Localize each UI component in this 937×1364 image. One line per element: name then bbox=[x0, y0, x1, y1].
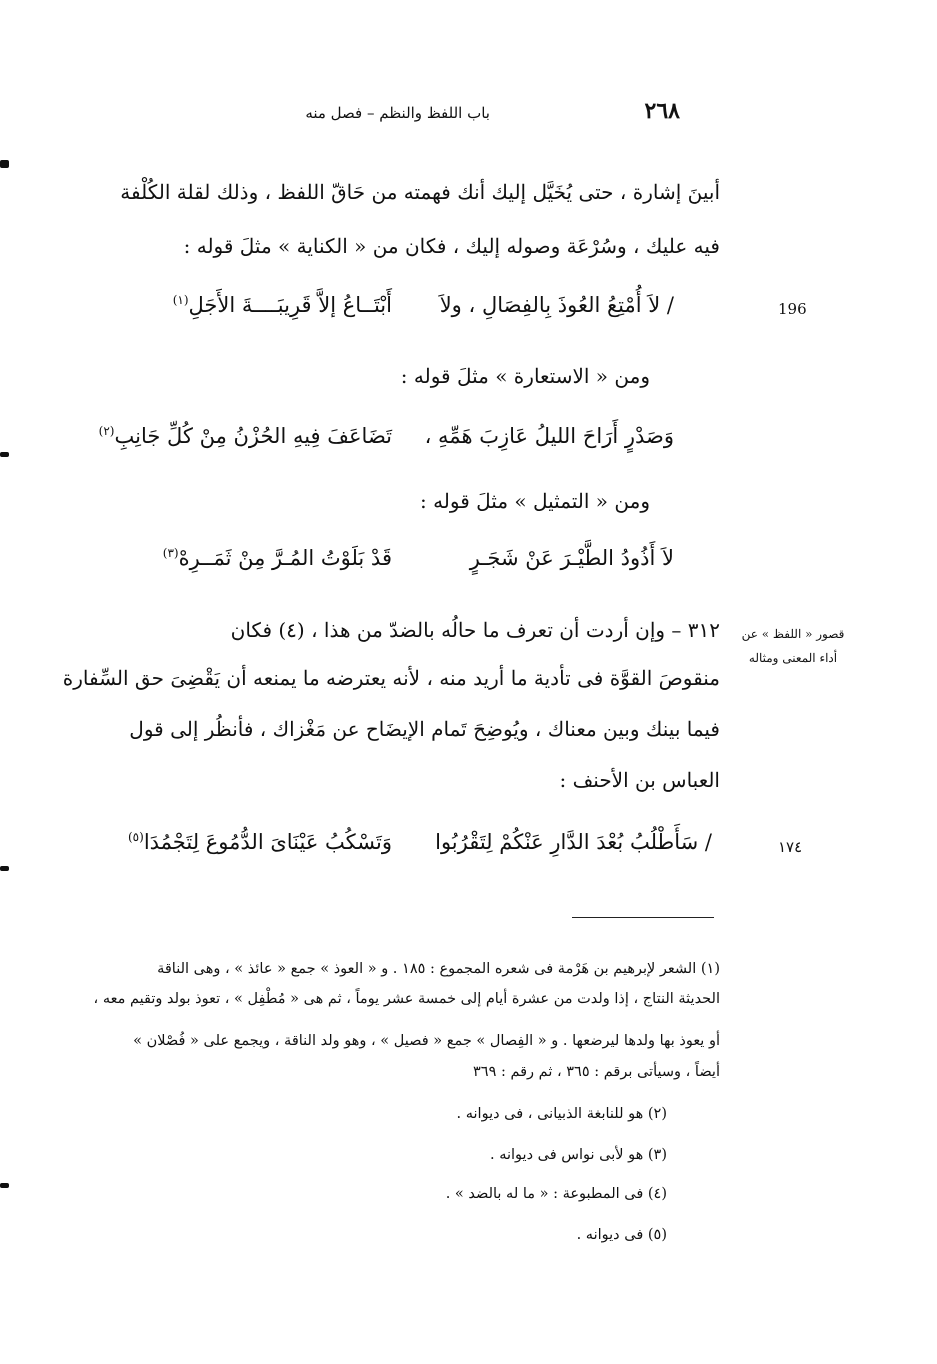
margin-verse-number: 196 bbox=[778, 300, 807, 318]
verse-4-second-hemistich-text: وَتَسْكُبُ عَيْنَاىَ الدُّمُوعَ لِتَجْمُدَا bbox=[143, 830, 392, 854]
verse-2-first-hemistich: وَصَدْرٍ أَرَاحَ الليلُ عَازِبَ هَمِّهِ ، bbox=[424, 424, 674, 448]
running-header-title: باب اللفظ والنظم – فصل منه bbox=[305, 104, 490, 122]
verse-4-first-hemistich: / سَأَطْلُبُ بُعْدَ الدَّارِ عَنْكُمْ لِتَقْرُبُوا bbox=[435, 830, 712, 854]
footnote-1-line-2: الحديثة النتاج ، إذا ولدت من عشرة أيام إلى خمسة عشر يوماً ، ثم هى « مُطْفِل » ، تعوذ بولد وتقيم معه ، bbox=[93, 991, 720, 1007]
section-312-line-3: فيما بينك وبين معناك ، ويُوضِحَ تَمام الإيضَاح عن مَغْزاك ، فأنظُر إلى قول bbox=[129, 717, 720, 741]
scan-edge-mark bbox=[0, 160, 9, 168]
footnote-separator bbox=[572, 917, 714, 918]
section-312-line-2: منقوصَ القوَّة فى تأدية ما أريد منه ، لأنه يعترضه ما يمنعه أن يَقْضِىَ حق السِّفارة bbox=[62, 666, 720, 690]
intro-line-1: أبينَ إشارة ، حتى يُخَيَّل إليك أنك فهمته من حَاقّ اللفظ ، وذلك لقلة الكُلْفة bbox=[120, 180, 720, 204]
footnote-ref-3: (٣) bbox=[162, 546, 179, 560]
verse-2-second-hemistich bbox=[82, 424, 392, 448]
side-note bbox=[738, 622, 848, 670]
footnote-3: (٣) هو لأبى نواس فى ديوانه . bbox=[489, 1147, 667, 1163]
verse-3-second-hemistich-text: قَدْ بَلَوْتُ المُـرَّ مِنْ ثَمَــرِهْ bbox=[178, 546, 392, 570]
verse-1-second-hemistich-text: أَبْتَــاعُ إلاَّ قَرِيبَــــةَ الأَجَلِ bbox=[188, 293, 392, 317]
verse-3-second-hemistich bbox=[82, 546, 392, 570]
footnote-1-line-3: أو يعوذ بها ولدها ليرضعها . و « الفِصال » جمع « فصيل » ، وهو ولد الناقة ، ويجمع على « فُصْلان » bbox=[133, 1033, 720, 1049]
footnote-1-line-1: (١) الشعر لإبرهيم بن هَرْمة فى شعره المجموع : ١٨٥ . و « العوذ » جمع « عائذ » ، وهى الناقة bbox=[157, 961, 720, 977]
side-note-line-2: أداء المعنى ومثاله bbox=[748, 651, 838, 665]
footnote-ref-2: (٢) bbox=[98, 424, 115, 438]
verse-1-first-hemistich: / لاَ أُمْتِعُ العُوذَ بِالفِصَالِ ، ولاَ bbox=[439, 293, 674, 317]
footnote-ref-1: (١) bbox=[172, 293, 189, 307]
scan-edge-mark bbox=[0, 452, 9, 457]
istiara-intro: ومن « الاستعارة » مثلَ قوله : bbox=[400, 364, 650, 388]
verse-2-second-hemistich-text: تَضَاعَفَ فِيهِ الحُزْنُ مِنْ كُلِّ جَانِبِ bbox=[114, 424, 392, 448]
margin-verse-number: ١٧٤ bbox=[778, 838, 803, 856]
side-note-line-1: قصور « اللفظ » عن bbox=[741, 627, 845, 641]
page-number: ٢٦٨ bbox=[644, 98, 680, 124]
footnote-4: (٤) فى المطبوعة : « ما له بالضد » . bbox=[445, 1186, 667, 1202]
scan-edge-mark bbox=[0, 1183, 9, 1188]
section-312-line-4: العباس بن الأحنف : bbox=[559, 768, 720, 792]
section-312-line-1: ٣١٢ – وإن أردت أن تعرف ما حالُه بالضدّ من هذا ، (٤) فكان bbox=[230, 618, 720, 642]
verse-3-first-hemistich: لاَ أَذُودُ الطَّيْـرَ عَنْ شَجَـرٍ bbox=[469, 546, 674, 570]
footnote-2: (٢) هو للنابغة الذبيانى ، فى ديوانه . bbox=[456, 1106, 667, 1122]
verse-1-second-hemistich bbox=[82, 293, 392, 317]
tamthil-intro: ومن « التمثيل » مثلَ قوله : bbox=[419, 489, 650, 513]
footnote-5: (٥) فى ديوانه . bbox=[576, 1227, 667, 1243]
scan-edge-mark bbox=[0, 866, 9, 871]
verse-4-second-hemistich bbox=[82, 830, 392, 854]
intro-line-2: فيه عليك ، وسُرْعَة وصوله إليك ، فكان من « الكناية » مثلَ قوله : bbox=[183, 234, 720, 258]
footnote-ref-5: (٥) bbox=[127, 830, 144, 844]
footnote-1-line-4: أيضاً ، وسيأتى برقم : ٣٦٥ ، ثم رقم : ٣٦٩ bbox=[473, 1064, 720, 1080]
